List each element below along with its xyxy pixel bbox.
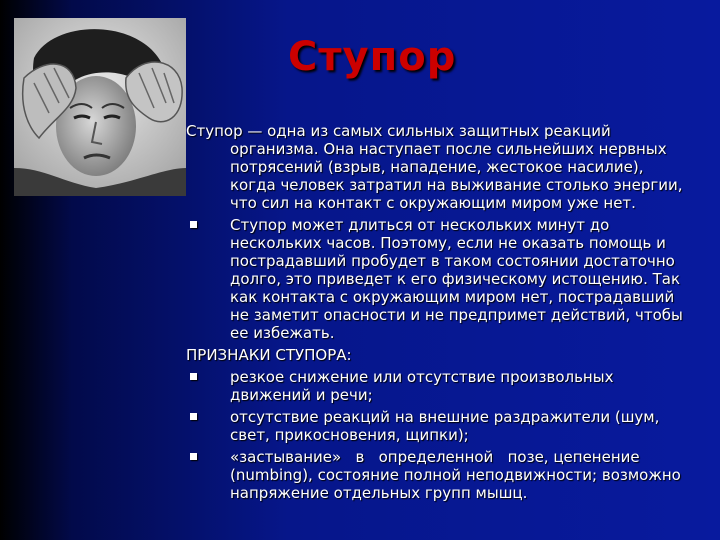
signs-bullet-list (186, 368, 686, 502)
slide-body (186, 122, 686, 502)
list-item (186, 216, 686, 342)
square-bullet-icon (190, 453, 197, 460)
distressed-person-photo (14, 18, 186, 196)
square-bullet-icon (190, 221, 197, 228)
intro-paragraph: Ступор — одна из самых сильных защитных реакций организма. Она наступает после сильнейших нервных потрясений (взрыв, нападение, жестокое насилие), когда человек затратил на выживание столько энергии, что сил на контакт с окружающим миром уже нет. (186, 122, 683, 212)
person-image-icon (14, 18, 186, 196)
main-bullet-list (186, 216, 686, 342)
square-bullet-icon (190, 373, 197, 380)
list-item-text: отсутствие реакций на внешние раздражители (шум, свет, прикосновения, щипки); (230, 408, 674, 444)
list-item-text: резкое снижение или отсутствие произвольных движений и речи; (230, 368, 614, 404)
square-bullet-icon (190, 413, 197, 420)
list-item (186, 408, 686, 444)
signs-heading: ПРИЗНАКИ СТУПОРА: (186, 346, 352, 364)
slide-title: Ступор (288, 34, 457, 80)
list-item-text: Ступор может длиться от нескольких минут до нескольких часов. Поэтому, если не оказать помощь и пострадавший пробудет в таком состоянии достаточно долго, это приведет к его физическому истощению. Так как контакта с окружающим миром нет, пострадавший не заметит опасности и не предпримет действий, чтобы ее избежать. (230, 216, 683, 342)
list-item-text: «застывание» в определенной позе, цепенение (numbing), состояние полной неподвижности; возможно напряжение отдельных групп мышц. (230, 448, 686, 502)
list-item (186, 448, 686, 502)
list-item (186, 368, 686, 404)
